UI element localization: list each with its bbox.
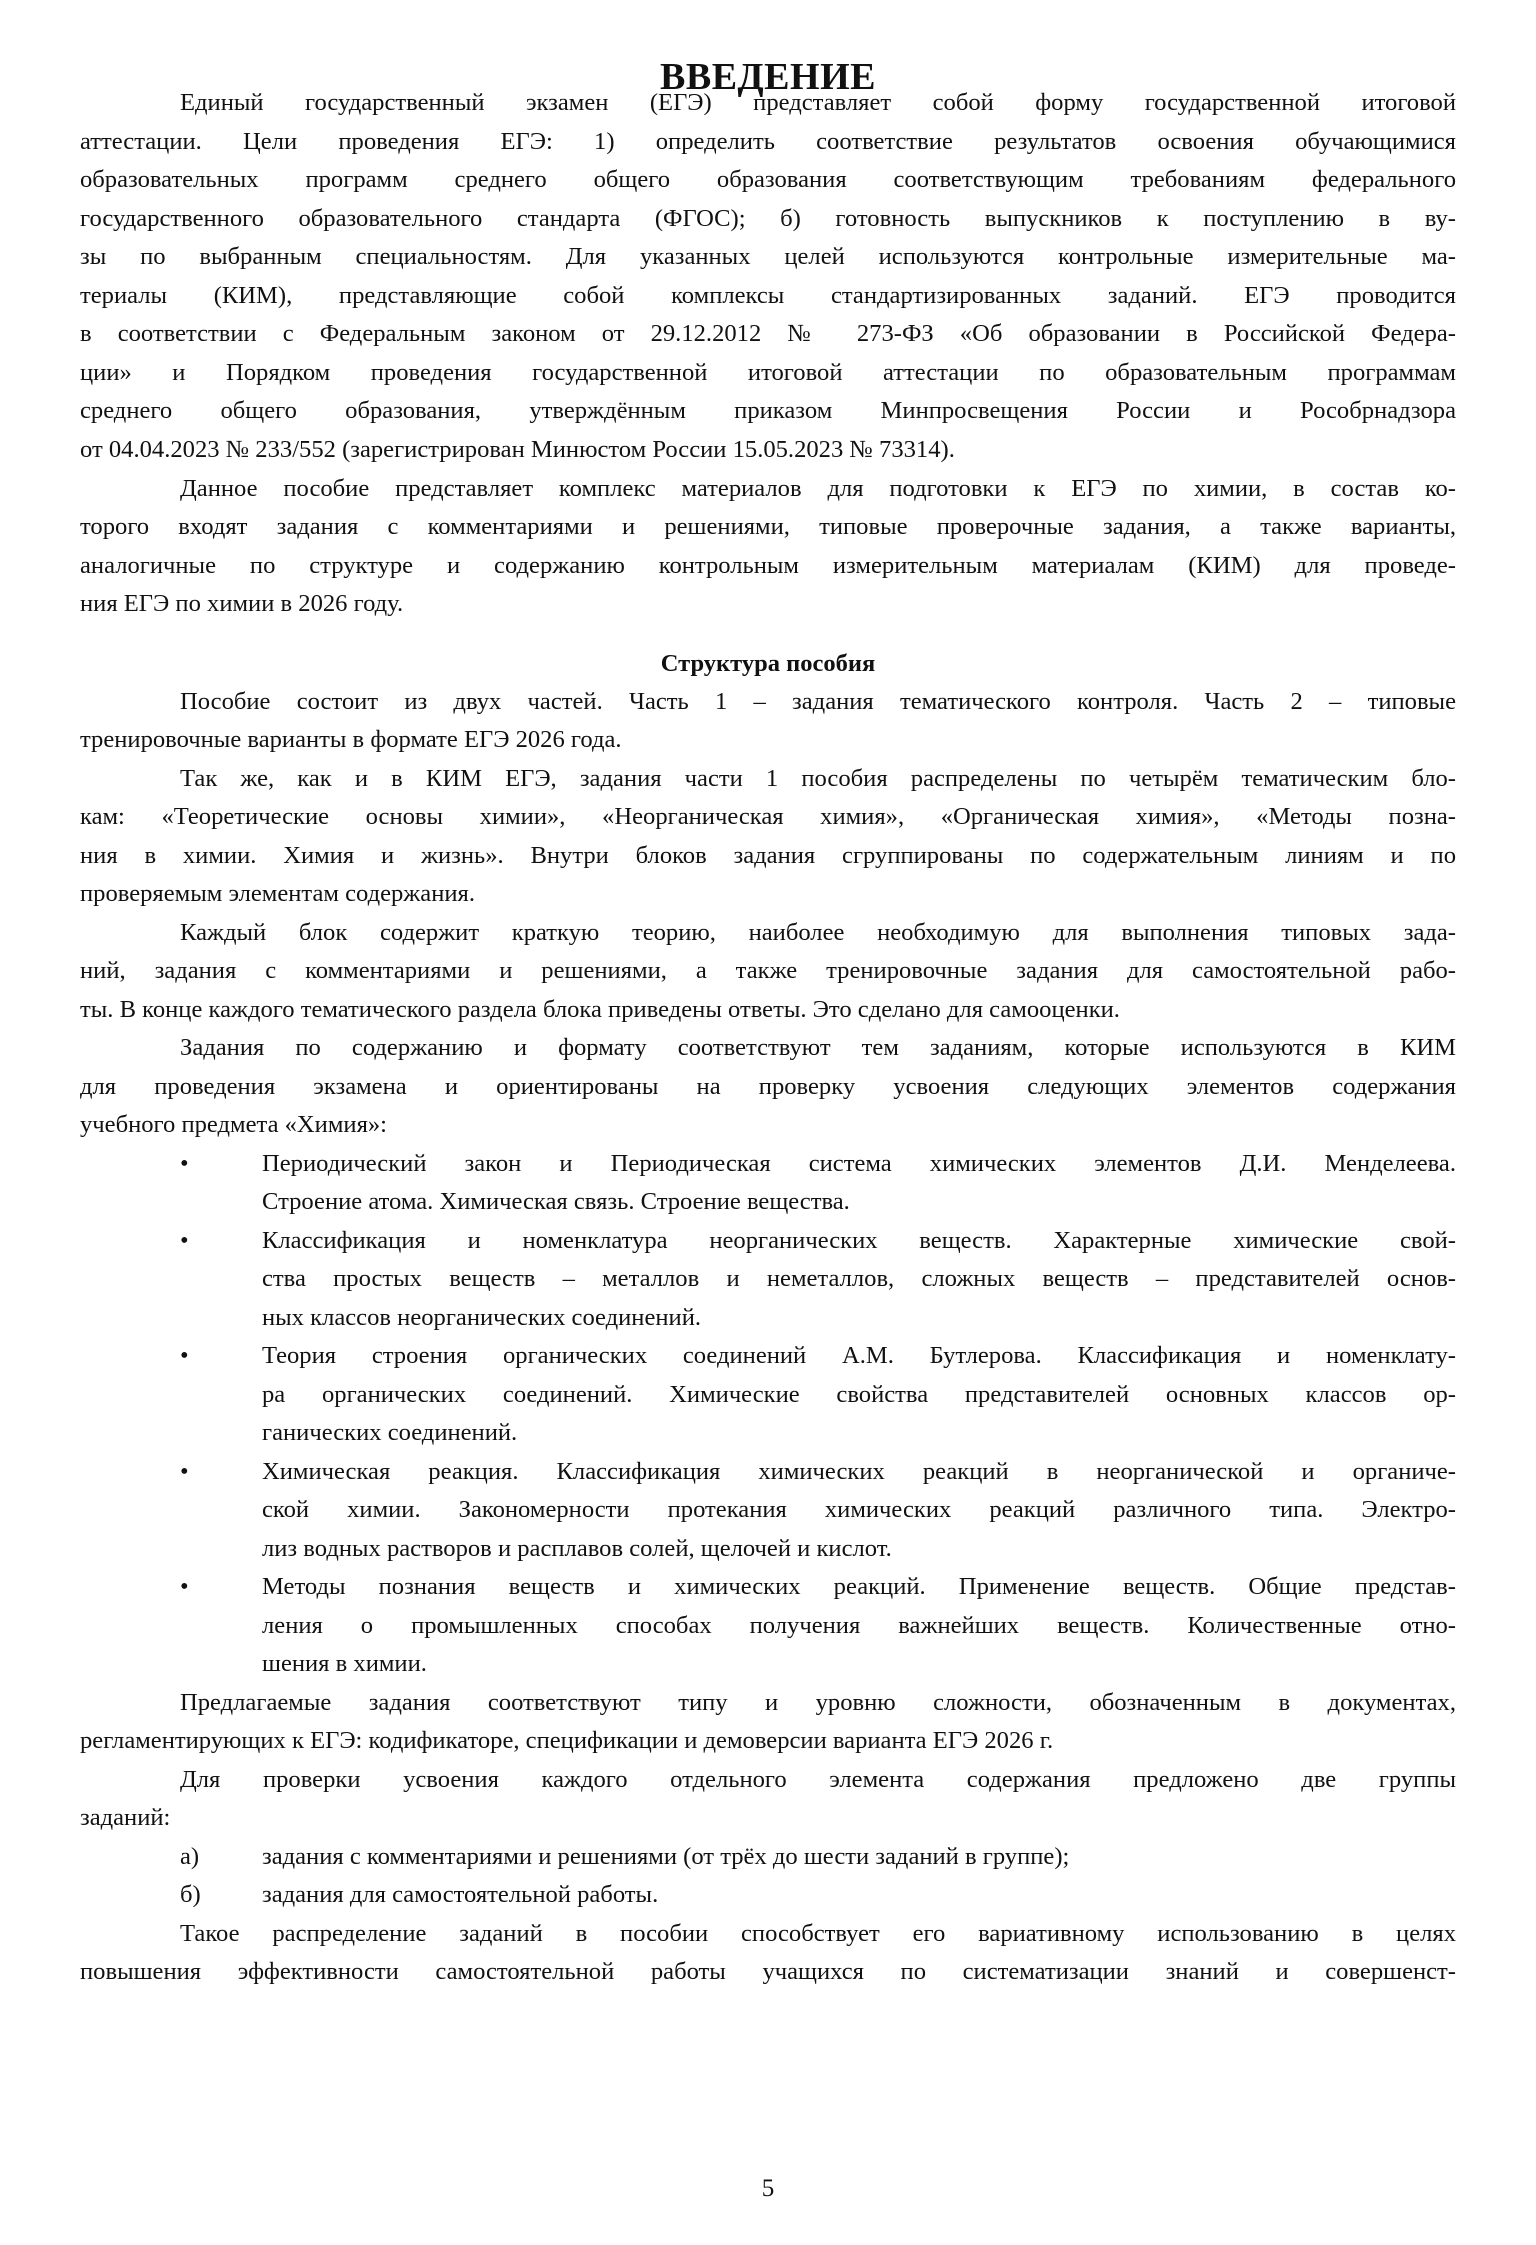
bullet-icon: • [180,1150,189,1177]
bullet-icon: • [180,1458,189,1485]
text-line: ства простых веществ – металлов и неметаллов, сложных веществ – представителей основ- [262,1265,1456,1292]
text-line: Строение атома. Химическая связь. Строение вещества. [262,1188,850,1215]
text-line: Для проверки усвоения каждого отдельного элемента содержания предложено две группы [180,1766,1456,1793]
page-title: ВВЕДЕНИЕ [660,56,876,98]
list-marker: а) [180,1843,200,1870]
text-line: Предлагаемые задания соответствуют типу и уровню сложности, обозначенным в документах, [180,1689,1456,1716]
text-line: государственного образовательного стандарта (ФГОС); б) готовность выпускников к поступлению в ву- [80,205,1456,232]
list-marker: б) [180,1881,201,1908]
text-line: для проведения экзамена и ориентированы на проверку усвоения следующих элементов содержания [80,1073,1456,1100]
text-line: аналогичные по структуре и содержанию контрольным измерительным материалам (КИМ) для проведе- [80,552,1456,579]
text-line: Задания по содержанию и формату соответствуют тем заданиям, которые используются в КИМ [180,1034,1456,1061]
text-line: задания с комментариями и решениями (от трёх до шести заданий в группе); [262,1843,1070,1870]
text-line: ра органических соединений. Химические свойства представителей основных классов ор- [262,1381,1456,1408]
text-line: ления о промышленных способах получения важнейших веществ. Количественные отно- [262,1612,1456,1639]
text-line: ции» и Порядком проведения государственной итоговой аттестации по образовательным программам [80,359,1456,386]
bullet-icon: • [180,1227,189,1254]
text-line: ния в химии. Химия и жизнь». Внутри блоков задания сгруппированы по содержательным линиям и по [80,842,1456,869]
text-line: Пособие состоит из двух частей. Часть 1 – задания тематического контроля. Часть 2 – типовые [180,688,1456,715]
text-line: в соответствии с Федеральным законом от 29.12.2012 № 273-ФЗ «Об образовании в Российской Федера- [80,320,1456,347]
bullet-icon: • [180,1573,189,1600]
text-line: Такое распределение заданий в пособии способствует его вариативному использованию в целях [180,1920,1456,1947]
text-line: от 04.04.2023 № 233/552 (зарегистрирован Минюстом России 15.05.2023 № 73314). [80,436,955,463]
text-line: ской химии. Закономерности протекания химических реакций различного типа. Электро- [262,1496,1456,1523]
text-line: ния ЕГЭ по химии в 2026 году. [80,590,404,617]
text-line: Теория строения органических соединений А.М. Бутлерова. Классификация и номенклату- [262,1342,1456,1369]
text-line: Единый государственный экзамен (ЕГЭ) представляет собой форму государственной итоговой [180,89,1456,116]
text-line: кам: «Теоретические основы химии», «Неорганическая химия», «Органическая химия», «Методы позна- [80,803,1456,830]
text-line: тренировочные варианты в формате ЕГЭ 2026 года. [80,726,622,753]
text-line: Классификация и номенклатура неорганических веществ. Характерные химические свой- [262,1227,1456,1254]
text-line: ты. В конце каждого тематического раздела блока приведены ответы. Это сделано для самооценки. [80,996,1120,1023]
text-line: Периодический закон и Периодическая система химических элементов Д.И. Менделеева. [262,1150,1456,1177]
text-line: Так же, как и в КИМ ЕГЭ, задания части 1 пособия распределены по четырём тематическим бло- [180,765,1456,792]
text-line: регламентирующих к ЕГЭ: кодификаторе, спецификации и демоверсии варианта ЕГЭ 2026 г. [80,1727,1054,1754]
text-line: образовательных программ среднего общего образования соответствующим требованиям федерального [80,166,1456,193]
text-line: зы по выбранным специальностям. Для указанных целей используются контрольные измерительные ма- [80,243,1456,270]
text-line: ных классов неорганических соединений. [262,1304,702,1331]
text-line: проверяемым элементам содержания. [80,880,476,907]
text-line: лиз водных растворов и расплавов солей, щелочей и кислот. [262,1535,892,1562]
text-line: торого входят задания с комментариями и решениями, типовые проверочные задания, а также варианты, [80,513,1456,540]
text-line: ний, задания с комментариями и решениями, а также тренировочные задания для самостоятельной рабо- [80,957,1456,984]
text-line: Каждый блок содержит краткую теорию, наиболее необходимую для выполнения типовых зада- [180,919,1456,946]
text-line: ганических соединений. [262,1419,518,1446]
text-line: среднего общего образования, утверждённым приказом Минпросвещения России и Рособрнадзора [80,397,1456,424]
text-line: задания для самостоятельной работы. [262,1881,659,1908]
text-line: учебного предмета «Химия»: [80,1111,388,1138]
text-line: Данное пособие представляет комплекс материалов для подготовки к ЕГЭ по химии, в состав ко- [180,475,1456,502]
bullet-icon: • [180,1342,189,1369]
text-line: аттестации. Цели проведения ЕГЭ: 1) определить соответствие результатов освоения обучающимися [80,128,1456,155]
text-line: Химическая реакция. Классификация химических реакций в неорганической и органиче- [262,1458,1456,1485]
text-line: заданий: [80,1804,171,1831]
text-line: повышения эффективности самостоятельной работы учащихся по систематизации знаний и совершенст- [80,1958,1456,1985]
text-line: Методы познания веществ и химических реакций. Применение веществ. Общие представ- [262,1573,1456,1600]
page-number: 5 [761,2175,775,2202]
text-line: шения в химии. [262,1650,427,1677]
text-line: териалы (КИМ), представляющие собой комплексы стандартизированных заданий. ЕГЭ проводится [80,282,1456,309]
section-heading: Структура пособия [660,650,876,677]
